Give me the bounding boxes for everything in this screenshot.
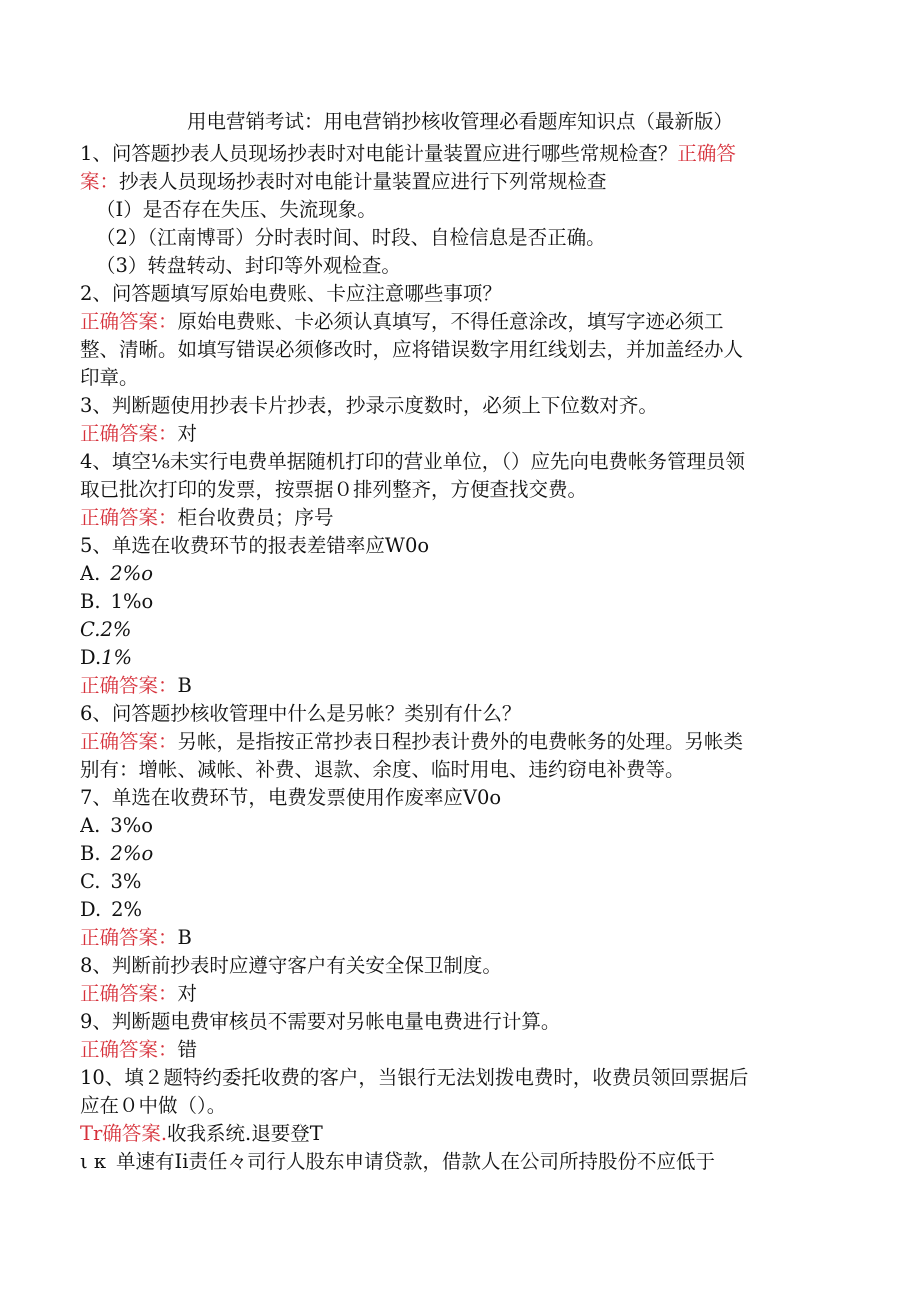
question-7-option-a — [80, 812, 840, 840]
question-8-answer-text: 对 — [177, 982, 198, 1005]
question-7-option-c — [80, 868, 840, 896]
question-2-answer — [80, 308, 840, 336]
question-6-answer-cont: 别有：增帐、减帐、补费、退款、余度、临时用电、违约窃电补费等。 — [80, 758, 685, 781]
question-8: 8、判断前抄表时应遵守客户有关安全保卫制度。 — [80, 954, 502, 977]
question-6: 6、问答题抄核收管理中什么是另帐？类别有什么？ — [80, 702, 522, 725]
question-11-text: 单速有Ii责任々司行人股东申请贷款，借款人在公司所持股份不应低于 — [116, 1150, 715, 1173]
answer-label: 正确答案： — [80, 926, 178, 949]
question-3-answer-text: 对 — [177, 422, 198, 445]
answer-label: Tr确答案. — [80, 1122, 168, 1145]
document-page — [80, 103, 840, 1176]
question-5-option-a — [80, 560, 840, 588]
question-11 — [80, 1148, 840, 1176]
answer-label: 正确答案： — [80, 1038, 178, 1061]
answer-label: 正确答案： — [80, 982, 178, 1005]
question-5-option-b — [80, 588, 840, 616]
question-9-answer-text: 错 — [177, 1038, 198, 1061]
question-5: 5、单选在收费环节的报表差错率应W0o — [80, 534, 430, 557]
question-10-cont: 应在０中做（）。 — [80, 1094, 227, 1117]
question-1 — [80, 140, 840, 168]
question-2-answer-text: 原始电费账、卡必须认真填写，不得任意涂改，填写字迹必须工 — [177, 310, 724, 333]
question-6-answer — [80, 728, 840, 756]
question-7-option-d — [80, 896, 840, 924]
option-label: D. — [80, 898, 102, 921]
question-1-text: 1、问答题抄表人员现场抄表时对电能计量装置应进行哪些常规检查？ — [80, 142, 678, 165]
question-1-answer — [80, 168, 840, 196]
question-10-answer-text: 收我系统.退要登T — [167, 1122, 323, 1145]
question-3: 3、判断题使用抄表卡片抄表，抄录示度数时，必须上下位数对齐。 — [80, 394, 658, 417]
question-5-option-c — [80, 616, 840, 644]
option-value: 2% — [111, 898, 143, 921]
option-label: A. — [80, 814, 101, 837]
question-10-answer — [80, 1120, 840, 1148]
option-label: D. — [80, 646, 102, 669]
question-7-option-b — [80, 840, 840, 868]
question-2: 2、问答题填写原始电费账、卡应注意哪些事项？ — [80, 282, 502, 305]
option-value: 2%o — [110, 562, 153, 585]
question-4-answer-text: 柜台收费员；序号 — [177, 506, 334, 529]
answer-label: 正确答案： — [80, 730, 178, 753]
question-1-item-2: （2）（江南博哥）分时表时间、时段、自检信息是否正确。 — [96, 226, 606, 249]
option-label: C. — [80, 870, 101, 893]
answer-label: 正确答案： — [80, 506, 178, 529]
answer-label: 正确答案： — [80, 674, 178, 697]
question-7-answer-text: B — [177, 926, 192, 949]
question-1-answer-label: 正确答 — [677, 142, 736, 165]
question-2-answer-end: 印章。 — [80, 366, 139, 389]
option-label: B. — [80, 590, 101, 613]
answer-label: 正确答案： — [80, 422, 178, 445]
answer-label: 正确答案： — [80, 310, 178, 333]
question-1-answer-label-cont: 案： — [80, 170, 120, 193]
question-4-cont: 取已批次打印的发票，按票据０排列整齐，方便查找交费。 — [80, 478, 588, 501]
question-6-answer-text: 另帐，是指按正常抄表日程抄表计费外的电费帐务的处理。另帐类 — [177, 730, 744, 753]
question-1-answer-text: 抄表人员现场抄表时对电能计量装置应进行下列常规检查 — [119, 170, 607, 193]
option-value: 1% — [101, 646, 133, 669]
question-10: 10、填２题特约委托收费的客户，当银行无法划拨电费时，收费员领回票据后 — [80, 1066, 749, 1089]
question-7: 7、单选在收费环节，电费发票使用作废率应V0o — [80, 786, 502, 809]
option-label: C. — [80, 618, 101, 641]
option-value: 2%o — [110, 842, 154, 865]
option-value: 3%o — [110, 814, 153, 837]
question-1-item-3: （3）转盘转动、封印等外观检查。 — [96, 254, 401, 277]
question-5-answer-text: B — [177, 674, 192, 697]
option-value: 1%o — [110, 590, 154, 613]
question-9: 9、判断题电费审核员不需要对另帐电量电费进行计算。 — [80, 1010, 561, 1033]
option-label: A. — [80, 562, 101, 585]
question-5-answer — [80, 672, 840, 700]
question-9-answer — [80, 1036, 840, 1064]
question-4-answer — [80, 504, 840, 532]
question-8-answer — [80, 980, 840, 1008]
document-title: 用电营销考试：用电营销抄核收管理必看题库知识点（最新版） — [186, 110, 733, 133]
question-1-item-1: （I）是否存在失压、失流现象。 — [96, 198, 377, 221]
question-11-number: ι κ — [80, 1150, 107, 1173]
option-label: B. — [80, 842, 101, 865]
question-7-answer — [80, 924, 840, 952]
question-4: 4、填空⅛未实行电费单据随机打印的营业单位，（）应先向电费帐务管理员领 — [80, 450, 746, 473]
option-value: 2% — [100, 618, 132, 641]
question-3-answer — [80, 420, 840, 448]
question-5-option-d — [80, 644, 840, 672]
option-value: 3% — [110, 870, 142, 893]
question-2-answer-cont: 整、清晰。如填写错误必须修改时，应将错误数字用红线划去，并加盖经办人 — [80, 338, 744, 361]
